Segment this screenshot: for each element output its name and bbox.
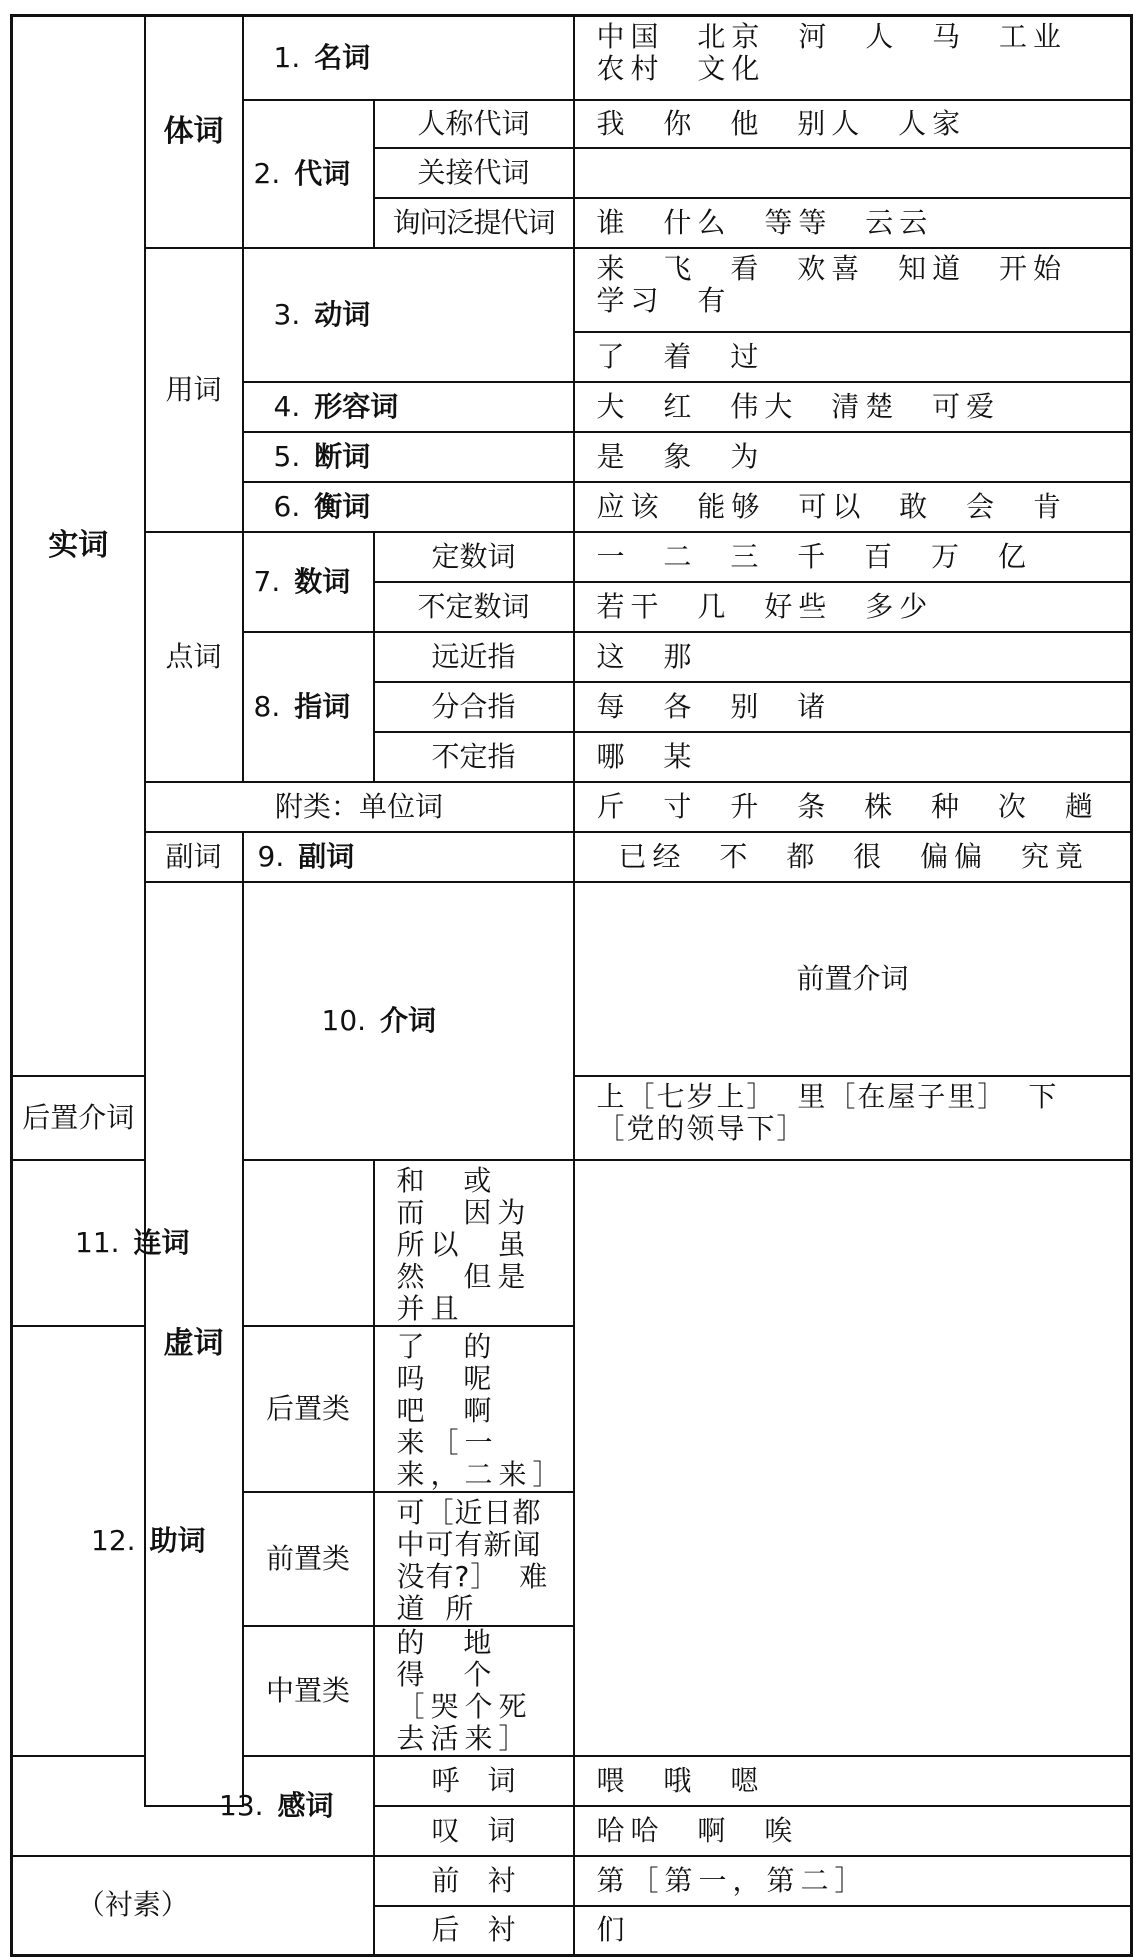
sub-dingshu: 定数词 [374,532,574,582]
sub-houzhi-lei: 后置类 [243,1326,374,1492]
pos-daici: 2. 代词 [243,100,374,248]
sub-qianzhi-lei: 前置类 [243,1492,374,1626]
examples-houchen: 们 [574,1906,1132,1956]
pos-dongci: 3. 动词 [243,248,574,382]
group-yongci: 用词 [145,248,243,532]
pos-zhici: 8. 指词 [243,632,374,782]
group-dianci: 点词 [145,532,243,782]
chensu-label: （衬素） [12,1856,374,1956]
sub-yuanjin: 远近指 [374,632,574,682]
fulei-danweici: 附类：单位词 [145,782,574,832]
examples-xunwen: 谁 什么 等等 云云 [574,198,1132,248]
examples-duanci: 是 象 为 [574,432,1132,482]
sub-renchen: 人称代词 [374,100,574,148]
examples-yuanjin: 这 那 [574,632,1132,682]
pos-lianci: 11. 连词 [12,1160,374,1326]
examples-tanci: 哈哈 啊 唉 [574,1806,1132,1856]
word-class-table [10,14,1133,1957]
group-fuci: 副词 [145,832,243,882]
pos-hengci: 6. 衡词 [243,482,574,532]
sub-houzhi-jieci: 后置介词 [12,1076,145,1160]
pos-shuci: 7. 数词 [243,532,374,632]
category-xuci: 虚词 [145,882,243,1806]
sub-houchen: 后 衬 [374,1906,574,1956]
group-tici: 体词 [145,16,243,248]
examples-dongci-b: 了 着 过 [574,332,1132,382]
sub-guanjie: 关接代词 [374,148,574,198]
examples-zhongzhi-lei: 的 地 得 个［哭个死去活来］ [374,1626,574,1756]
pos-duanci: 5. 断词 [243,432,574,482]
sub-budingshu: 不定数词 [374,582,574,632]
sub-qianzhi-jieci: 前置介词 [574,882,1132,1076]
examples-lianci: 和 或 而 因为 所以 虽然 但是 并且 [374,1160,574,1326]
pos-zhuci: 12. 助词 [12,1326,243,1756]
examples-renchen: 我 你 他 别人 人家 [574,100,1132,148]
examples-huci: 喂 哦 嗯 [574,1756,1132,1806]
pos-mingci: 1. 名词 [243,16,574,100]
sub-buding: 不定指 [374,732,574,782]
examples-fuci: 已经 不 都 很 偏偏 究竟 [574,832,1132,882]
pos-fuci: 9. 副词 [243,832,574,882]
examples-mingci: 中国 北京 河 人 马 工业 农村 文化 [574,16,1132,100]
examples-budingshu: 若干 几 好些 多少 [574,582,1132,632]
sub-fenhe: 分合指 [374,682,574,732]
examples-danweici: 斤 寸 升 条 株 种 次 趟 [574,782,1132,832]
examples-qianchen: 第［第一，第二］ [574,1856,1132,1906]
examples-qianzhi-lei: 可［近日都中可有新闻没有?］ 难道 所 [374,1492,574,1626]
examples-hengci: 应该 能够 可以 敢 会 肯 [574,482,1132,532]
sub-huci: 呼 词 [374,1756,574,1806]
examples-houzhi-jieci: 上［七岁上］ 里［在屋子里］ 下［党的领导下］ [574,1076,1132,1160]
examples-xingrongci: 大 红 伟大 清楚 可爱 [574,382,1132,432]
examples-dingshu: 一 二 三 千 百 万 亿 [574,532,1132,582]
examples-houzhi-lei: 了 的 吗 呢 吧 啊 来［一来，二来］ [374,1326,574,1492]
examples-buding: 哪 某 [574,732,1132,782]
sub-zhongzhi-lei: 中置类 [243,1626,374,1756]
category-shici: 实词 [12,16,145,1076]
sub-tanci: 叹 词 [374,1806,574,1856]
sub-qianchen: 前 衬 [374,1856,574,1906]
examples-guanjie [574,148,1132,198]
pos-ganci: 13. 感词 [12,1756,374,1856]
examples-fenhe: 每 各 别 诸 [574,682,1132,732]
examples-dongci-a: 来 飞 看 欢喜 知道 开始 学习 有 [574,248,1132,332]
sub-xunwen: 询问泛提代词 [374,198,574,248]
pos-xingrongci: 4. 形容词 [243,382,574,432]
pos-jieci: 10. 介词 [243,882,574,1160]
